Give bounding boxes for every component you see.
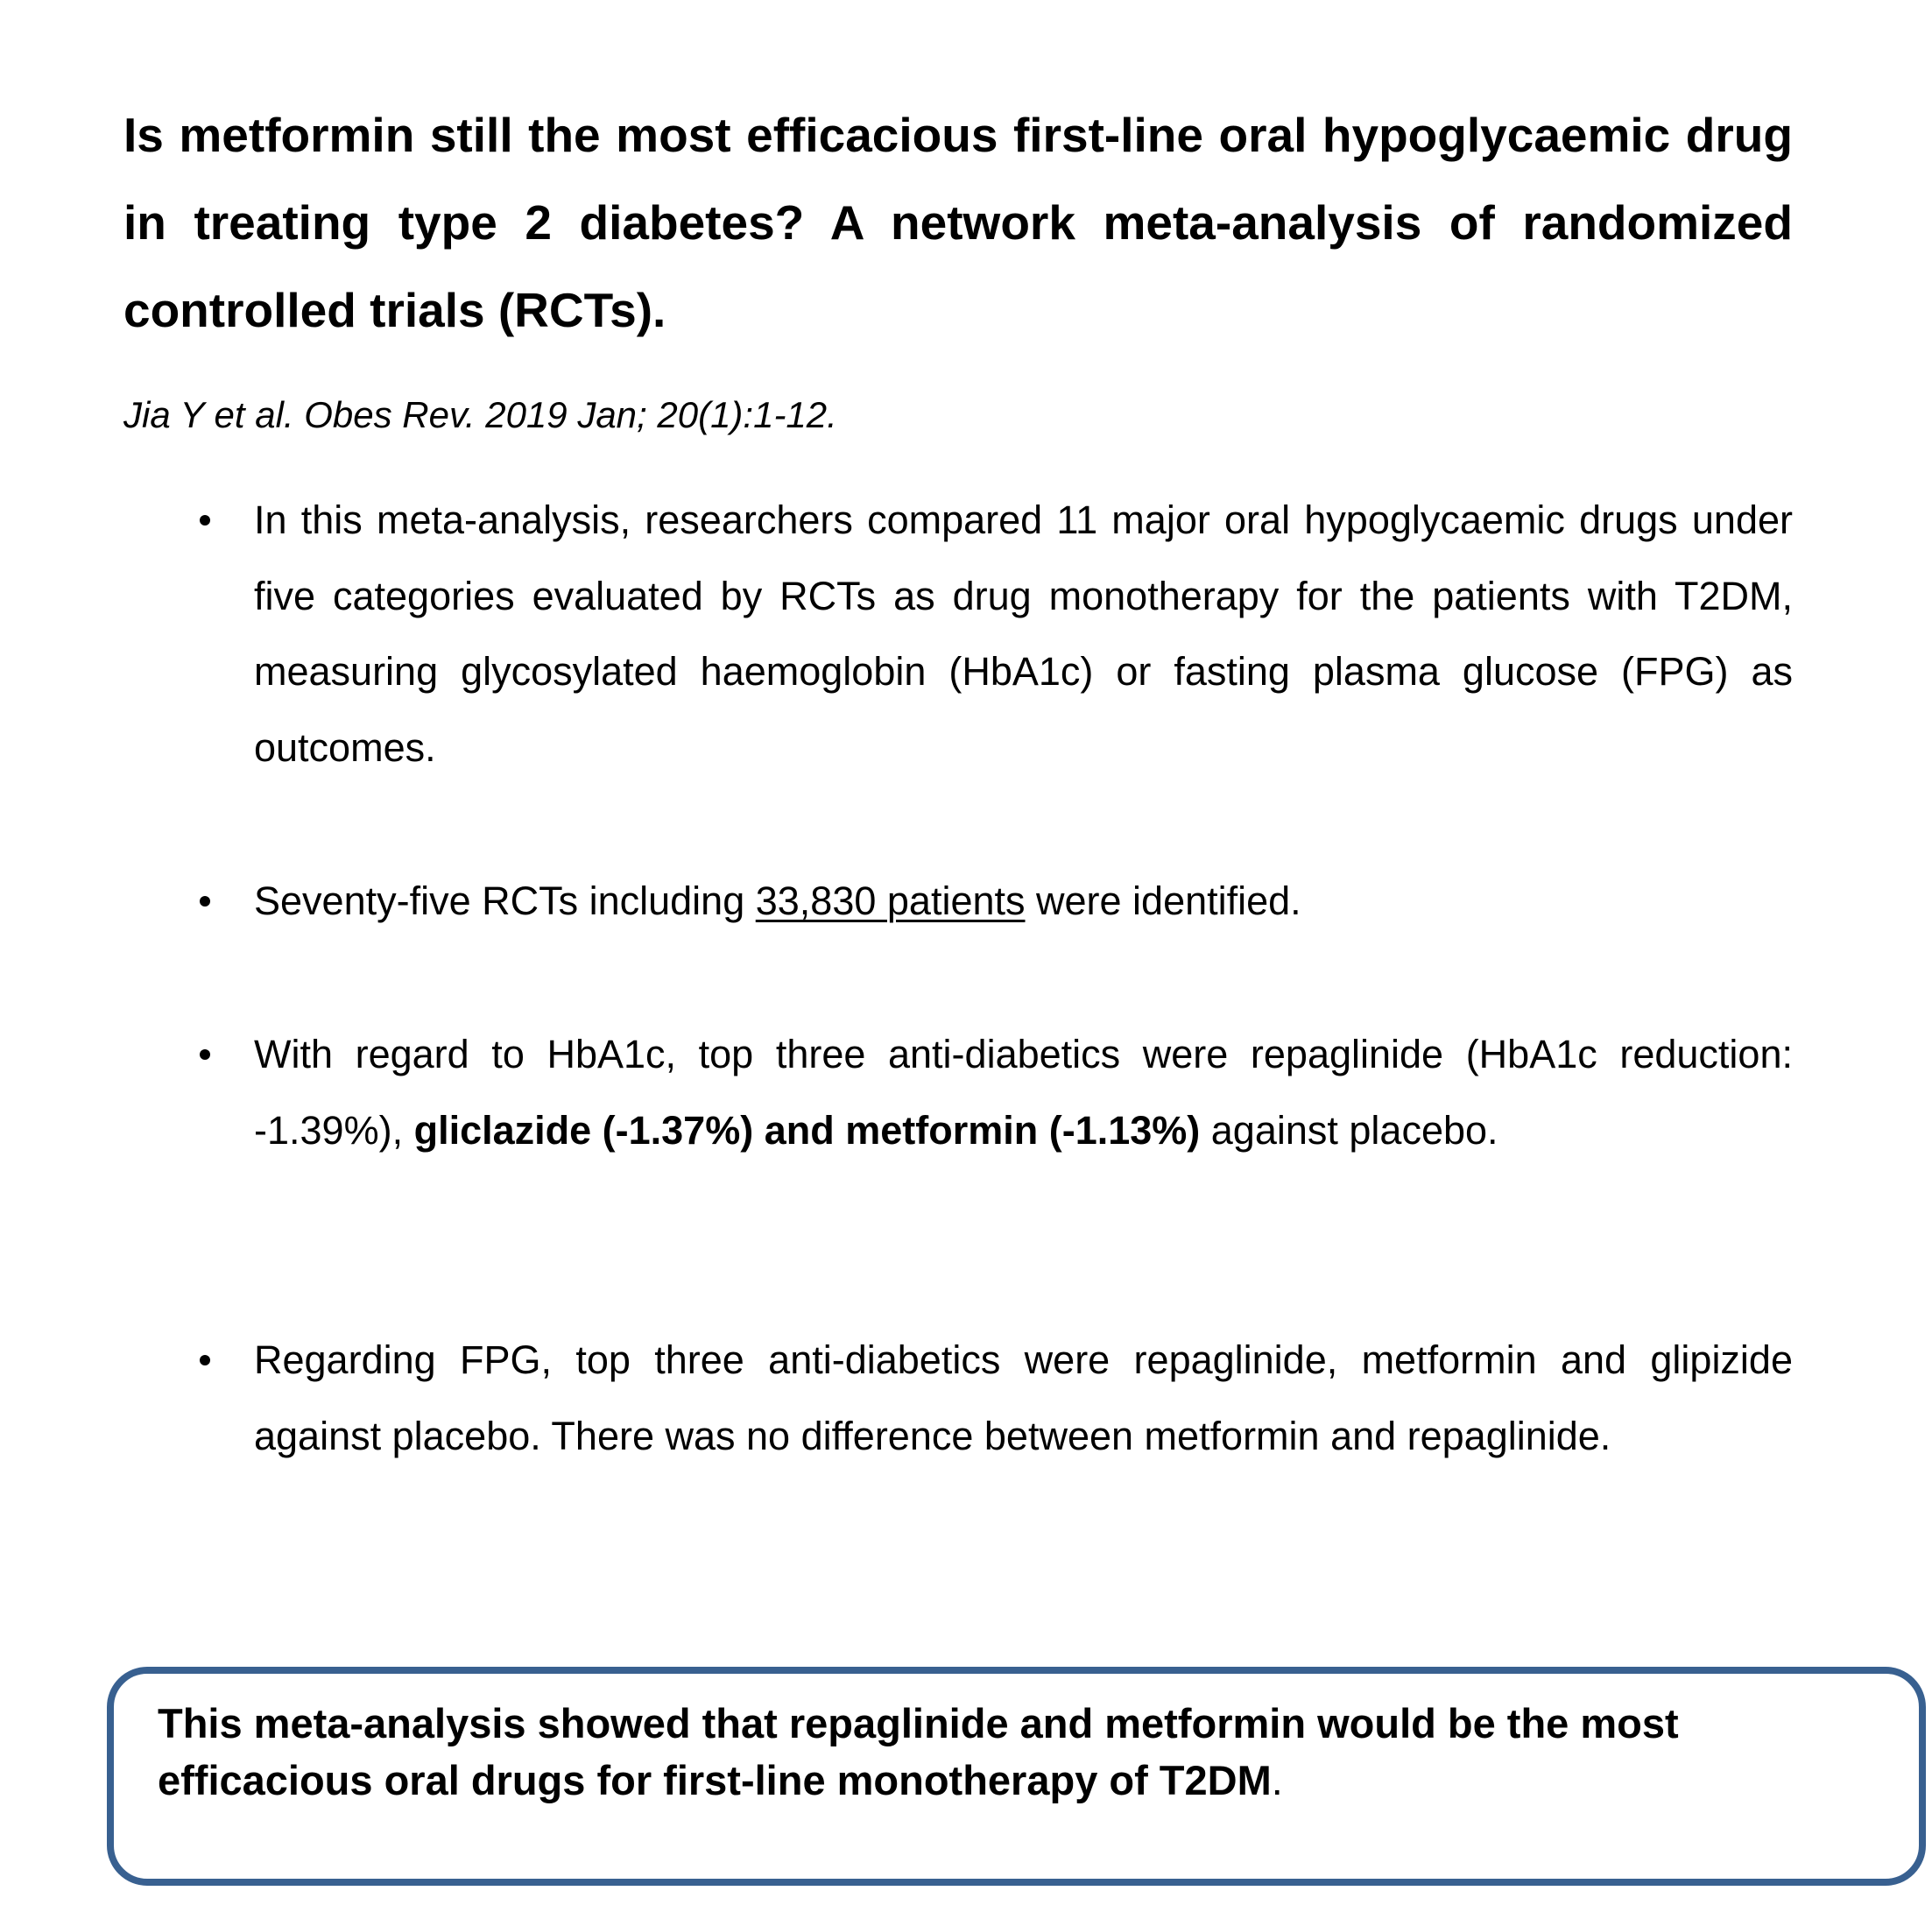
bullet-text-pre: With regard to HbA1c, top three anti-diabetics were repaglinide (HbA1c reduction: -1.39%), [254,1032,1793,1153]
bullet-text: Regarding FPG, top three anti-diabetics were repaglinide, metformin and glipizide against placebo. There was no difference between metformin and repaglinide. [254,1337,1793,1458]
bullet-text-post: against placebo. [1200,1107,1498,1153]
conclusion-box [107,1667,1926,1886]
bullet-text-pre: Seventy-five RCTs including [254,878,756,923]
conclusion-tail: . [1271,1757,1283,1803]
conclusion-text [158,1695,1874,1809]
bullet-text-bold: gliclazide (-1.37%) and metformin (-1.13%) [413,1107,1201,1153]
bullet-text [254,1017,1793,1168]
page-title: Is metformin still the most efficacious first-line oral hypoglycaemic drug in treating type 2 diabetes? A network meta-analysis of randomized controlled trials (RCTs). [123,108,1793,337]
bullet-item [200,1323,1793,1474]
bullet-item [200,483,1793,786]
bullet-icon [200,515,210,526]
citation: Jia Y et al. Obes Rev. 2019 Jan; 20(1):1-12. [123,394,837,435]
bullet-icon [200,1049,210,1060]
bullet-icon [200,896,210,907]
bullet-text-post: were identified. [1025,878,1301,923]
bullet-item [200,864,1793,940]
bullet-item [200,1017,1793,1168]
bullet-text [254,864,1793,940]
bullet-text: In this meta-analysis, researchers compared 11 major oral hypoglycaemic drugs under five categories evaluated by RCTs as drug monotherapy for the patients with T2DM, measuring glycosylated haemoglobin (HbA1c) or fasting plasma glucose (FPG) as outcomes. [254,497,1793,770]
bullet-icon [200,1355,210,1365]
patient-count: 33,830 patients [755,878,1026,923]
conclusion-bold: This meta-analysis showed that repaglinide and metformin would be the most efficacious oral drugs for first-line monotherapy of T2DM [158,1700,1679,1803]
